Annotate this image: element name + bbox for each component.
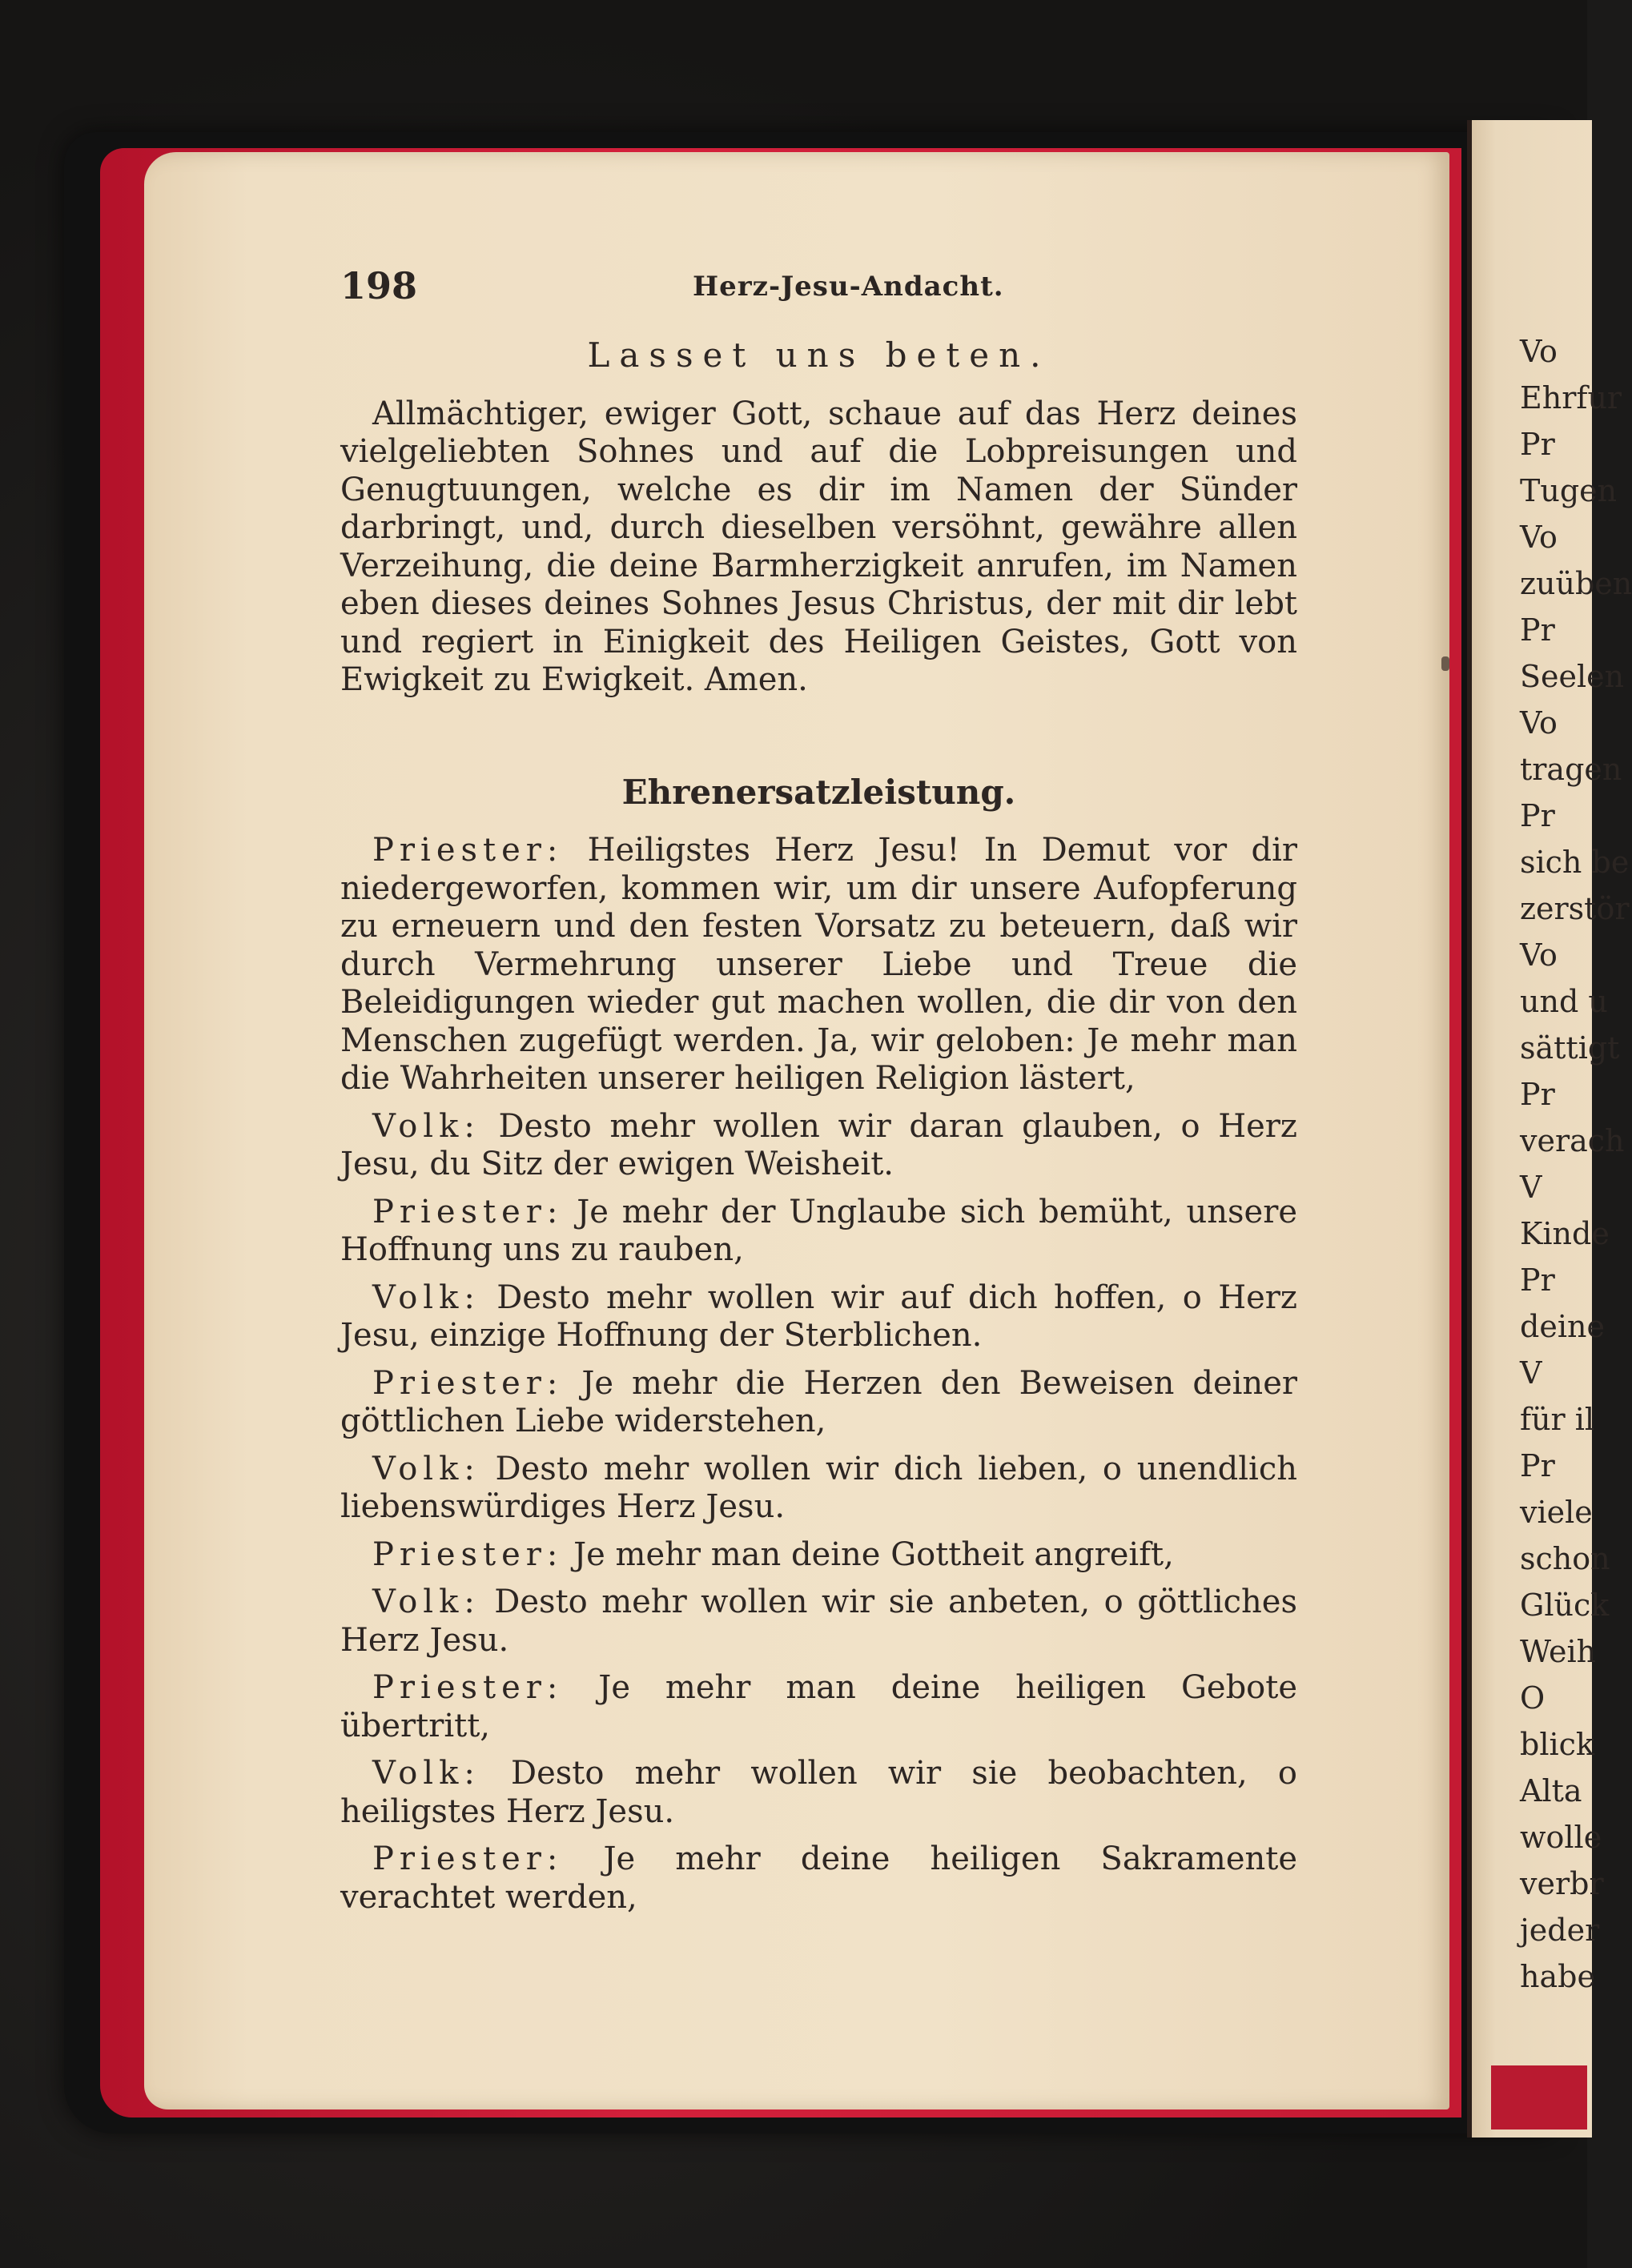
opening-prayer: Allmächtiger, ewiger Gott, schaue auf das Herz deines vielgeliebten Sohnes und auf die Lobpreisungen und Genugtuungen, welche es dir im Namen der Sünder darbringt, und, durch dieselben versöhnt, gewähre allen Verzeihung, die deine Barmherzigkeit anrufen, im Namen eben dieses deines Sohnes Jesus Christus, der mit dir lebt und regiert in Einigkeit des Heiligen Geistes, Gott von Ewigkeit zu Ewigkeit. Amen. (340, 395, 1297, 698)
litany-paragraph (340, 1536, 1297, 1575)
adjacent-page-fragment: Vo (1520, 520, 1558, 555)
adjacent-page-fragment: habe (1520, 1959, 1595, 1994)
page-text (340, 336, 1297, 1926)
adjacent-page-fragment: Pr (1520, 427, 1555, 462)
page-header (340, 264, 1301, 312)
adjacent-page-fragment: Pr (1520, 1077, 1555, 1112)
paragraph-text: Je mehr deine heiligen Sakramente verachtet werden, (340, 1840, 1297, 1916)
adjacent-page-fragment: Alta (1520, 1773, 1582, 1808)
litany-paragraph (340, 1194, 1297, 1270)
litany-paragraph (340, 1755, 1297, 1831)
litany-paragraph (340, 1108, 1297, 1184)
adjacent-page-fragment: Vo (1520, 334, 1558, 369)
adjacent-page-fragment: schon (1520, 1541, 1610, 1576)
paragraph-text: Je mehr der Unglaube sich bemüht, unsere Hoffnung uns zu rauben, (340, 1193, 1298, 1268)
paragraph-text: Je mehr die Herzen den Beweisen deiner göttlichen Liebe widerstehen, (340, 1364, 1297, 1439)
adjacent-page-fragment: sättigt (1520, 1030, 1620, 1066)
adjacent-page-red-edge (1491, 2065, 1587, 2130)
adjacent-page-fragment: verbr (1520, 1866, 1604, 1901)
speaker-label: Volk: (372, 1279, 480, 1316)
adjacent-page-fragment: jeder (1520, 1913, 1600, 1948)
speaker-label: Volk: (372, 1450, 480, 1487)
speaker-label: Priester: (372, 1364, 564, 1402)
adjacent-page-fragment: wolle (1520, 1820, 1602, 1855)
speaker-label: Volk: (372, 1107, 480, 1145)
litany-paragraph (340, 1669, 1297, 1745)
adjacent-page-fragment: V (1520, 1170, 1542, 1205)
paragraph-text: Je mehr man deine Gottheit angreift, (573, 1535, 1174, 1573)
adjacent-page-fragment: blick (1520, 1727, 1594, 1762)
adjacent-page-fragment: zerstör (1520, 891, 1630, 926)
paragraph-text: Desto mehr wollen wir sie beobachten, o heiligstes Herz Jesu. (340, 1755, 1297, 1830)
speaker-label: Priester: (372, 1840, 564, 1877)
litany-paragraph (340, 1279, 1297, 1355)
paragraph-text: Desto mehr wollen wir sie anbeten, o göttliches Herz Jesu. (340, 1584, 1298, 1659)
adjacent-page-fragment: zuüben (1520, 566, 1632, 601)
speaker-label: Priester: (372, 832, 564, 869)
speaker-label: Priester: (372, 1669, 564, 1706)
adjacent-page-fragment: O (1520, 1680, 1546, 1716)
litany-paragraph (340, 1451, 1297, 1527)
litany-paragraph (340, 832, 1297, 1098)
adjacent-page-fragment: Tugen (1520, 473, 1618, 508)
adjacent-page-fragment: Vo (1520, 937, 1558, 973)
adjacent-page-fragment: viele (1520, 1495, 1593, 1530)
page-mark (1441, 656, 1449, 671)
adjacent-page-fragment: und u (1520, 984, 1608, 1019)
paragraph-text: Desto mehr wollen wir dich lieben, o unendlich liebenswürdiges Herz Jesu. (340, 1450, 1298, 1525)
speaker-label: Volk: (372, 1755, 480, 1792)
adjacent-page-fragment: V (1520, 1355, 1542, 1391)
prayer-heading: Lasset uns beten. (587, 335, 1051, 375)
adjacent-page-fragment: Pr (1520, 1448, 1555, 1483)
adjacent-page-fragment: für il (1520, 1402, 1595, 1437)
paragraph-text: Desto mehr wollen wir auf dich hoffen, o Herz Jesu, einzige Hoffnung der Sterblichen. (340, 1279, 1298, 1354)
speaker-label: Volk: (372, 1584, 480, 1620)
running-title: Herz-Jesu-Andacht. (693, 271, 1004, 303)
paragraph-text: Desto mehr wollen wir daran glauben, o Herz Jesu, du Sitz der ewigen Weisheit. (340, 1107, 1297, 1182)
adjacent-page-fragment: deine (1520, 1309, 1605, 1344)
adjacent-page-fragment: Ehrfur (1520, 380, 1622, 415)
adjacent-page-fragment: Seelen (1520, 659, 1625, 694)
page-number: 198 (340, 264, 418, 307)
adjacent-page-fragment: Weih (1520, 1634, 1597, 1669)
adjacent-page-fragment: Pr (1520, 1262, 1555, 1298)
litany-paragraph (340, 1584, 1297, 1660)
paragraph-text: Heiligstes Herz Jesu! In Demut vor dir niedergeworfen, kommen wir, um dir unsere Aufopferung zu erneuern und den festen Vorsatz zu beteuern, daß wir durch Vermehrung unserer Liebe und Treue die Beleidigungen wieder gut machen wollen, die dir von den Menschen zugefügt werden. Ja, wir geloben: Je mehr man die Wahrheiten unserer heiligen Religion lästert, (340, 832, 1297, 1097)
adjacent-page-fragment: Pr (1520, 798, 1555, 833)
paragraph-text: Je mehr man deine heiligen Gebote übertritt, (340, 1669, 1298, 1744)
adjacent-page-fragment: Pr (1520, 612, 1555, 648)
adjacent-page-fragment: Kinde (1520, 1216, 1610, 1251)
adjacent-page-fragment: Glück (1520, 1588, 1610, 1623)
adjacent-page-fragment: verach (1520, 1123, 1625, 1158)
section-title: Ehrenersatzleistung. (621, 772, 1016, 812)
adjacent-page-fragment: tragen (1520, 752, 1622, 787)
speaker-label: Priester: (372, 1193, 564, 1230)
litany-paragraph (340, 1840, 1297, 1917)
speaker-label: Priester: (372, 1535, 564, 1573)
adjacent-page-fragment: sich be (1520, 845, 1630, 880)
adjacent-page-fragment: Vo (1520, 705, 1558, 741)
litany-paragraph (340, 1365, 1297, 1441)
